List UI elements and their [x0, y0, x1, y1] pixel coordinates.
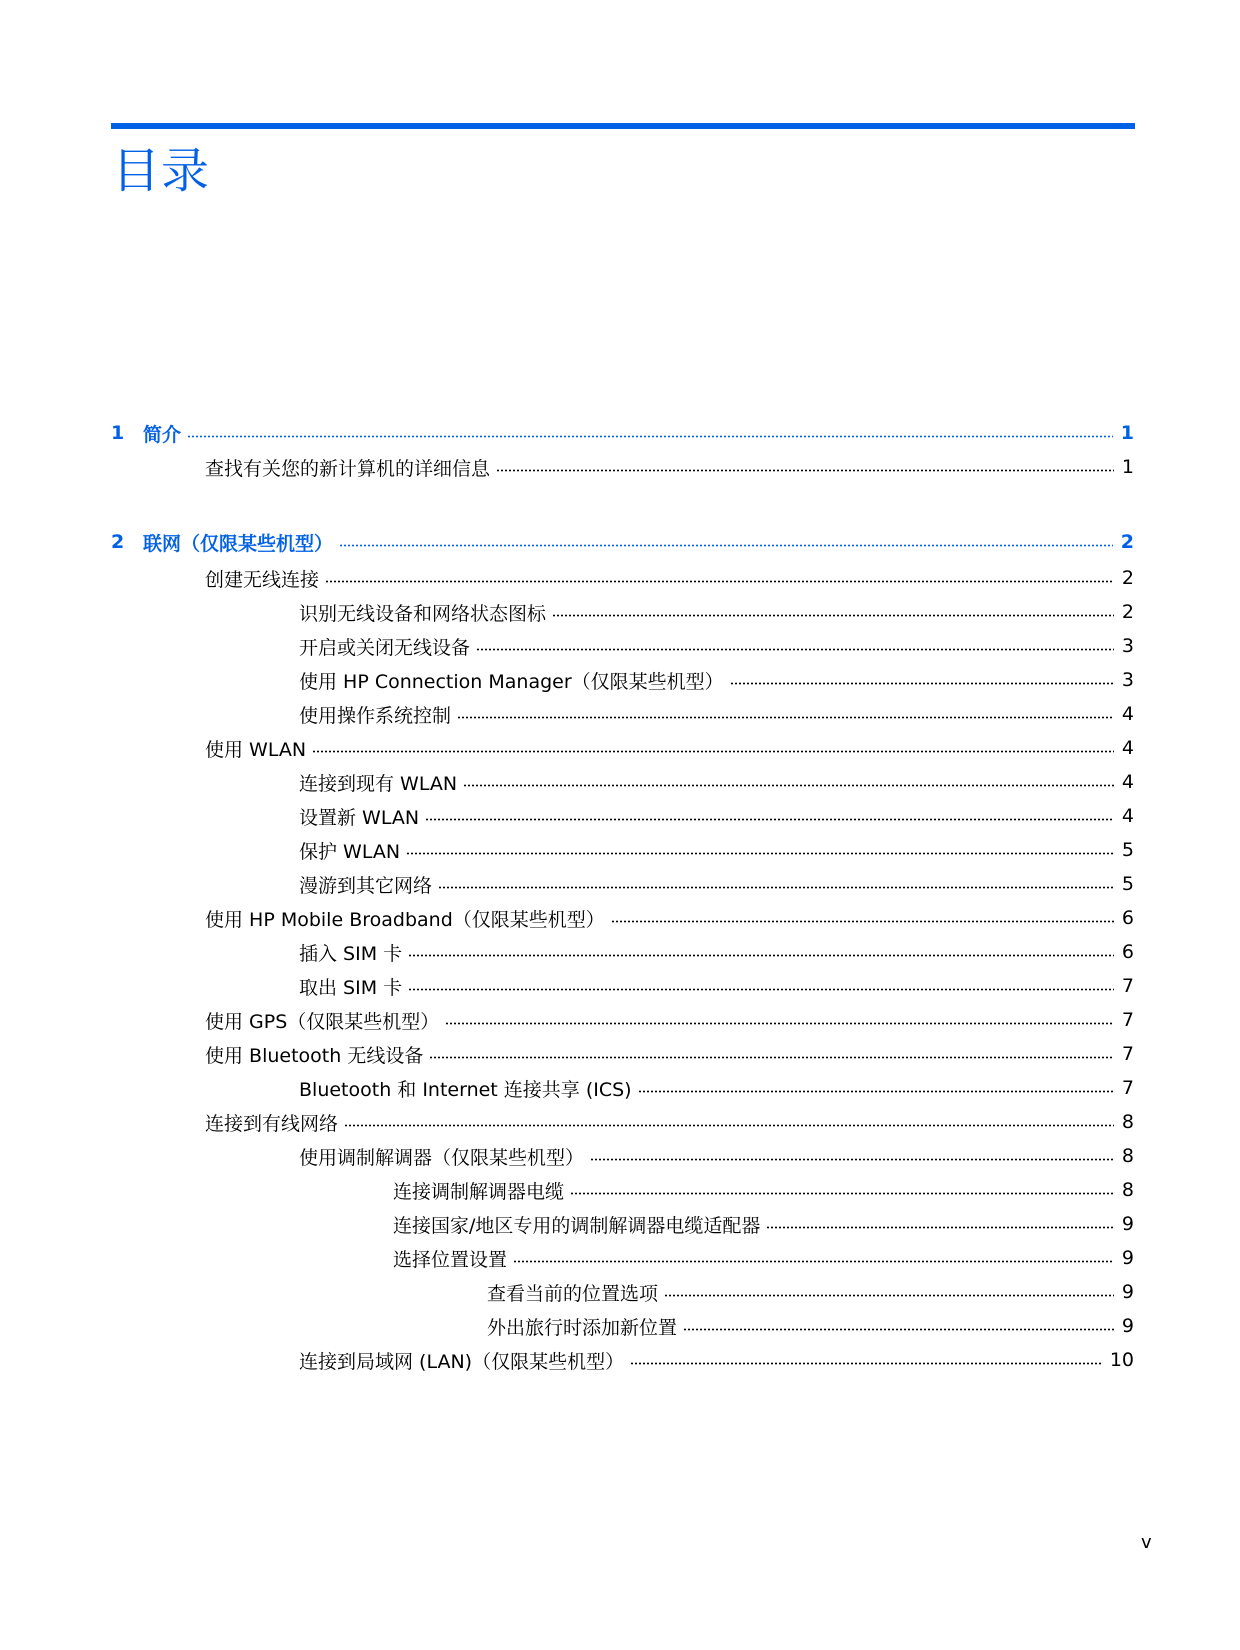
toc-entry-label: 使用 HP Connection Manager（仅限某些机型）	[299, 670, 724, 693]
toc-leader-dots	[445, 1022, 1114, 1025]
toc-leader-dots	[429, 1056, 1114, 1059]
toc-entry-label: 保护 WLAN	[299, 840, 401, 863]
toc-leader-dots	[683, 1328, 1114, 1331]
toc-leader-dots	[457, 716, 1114, 719]
toc-entry[interactable]	[299, 631, 1134, 661]
toc-entry[interactable]	[299, 835, 1134, 865]
toc-page-number: 9	[1121, 1315, 1134, 1337]
toc-entry[interactable]	[299, 699, 1134, 729]
toc-leader-dots	[408, 988, 1114, 991]
toc-entry-label: 连接调制解调器电缆	[393, 1180, 565, 1203]
page-title: 目录	[112, 143, 211, 199]
toc-page-number: 5	[1121, 873, 1134, 895]
toc-entry[interactable]	[299, 767, 1134, 797]
toc-page-number: 5	[1121, 839, 1134, 861]
toc-entry[interactable]	[299, 597, 1134, 627]
toc-entry-label: 使用 Bluetooth 无线设备	[205, 1044, 424, 1067]
toc-leader-dots	[425, 818, 1114, 821]
toc-chapter-number: 2	[111, 531, 125, 553]
toc-entry[interactable]	[205, 733, 1134, 763]
toc-leader-dots	[513, 1260, 1114, 1263]
toc-page-number: 4	[1121, 737, 1134, 759]
toc-entry-label: 外出旅行时添加新位置	[487, 1316, 678, 1339]
toc-leader-dots	[664, 1294, 1114, 1297]
toc-page-number: 8	[1121, 1145, 1134, 1167]
toc-entry-label: 使用操作系统控制	[299, 704, 452, 727]
toc-entry[interactable]	[487, 1277, 1134, 1307]
toc-leader-dots	[638, 1090, 1114, 1093]
toc-entry-label: 联网（仅限某些机型）	[143, 532, 334, 555]
toc-entry-label: 设置新 WLAN	[299, 806, 420, 829]
toc-entry[interactable]	[205, 1039, 1134, 1069]
toc-page-number: 3	[1121, 635, 1134, 657]
toc-entry[interactable]	[299, 869, 1134, 899]
toc-entry-label: 取出 SIM 卡	[299, 976, 403, 999]
toc-entry[interactable]	[205, 903, 1134, 933]
toc-entry-label: 使用调制解调器（仅限某些机型）	[299, 1146, 585, 1169]
toc-chapter-number: 1	[111, 422, 125, 444]
toc-leader-dots	[476, 648, 1114, 651]
toc-leader-dots	[344, 1124, 1114, 1127]
toc-leader-dots	[766, 1226, 1114, 1229]
toc-entry[interactable]	[393, 1243, 1134, 1273]
toc-page-number: 7	[1121, 1077, 1134, 1099]
toc-leader-dots	[312, 750, 1114, 753]
toc-page-number: 1	[1120, 422, 1134, 444]
toc-page-number: 1	[1121, 456, 1134, 478]
toc-entry[interactable]	[299, 937, 1134, 967]
toc-entry[interactable]	[299, 1141, 1134, 1171]
toc-entry-label: 插入 SIM 卡	[299, 942, 403, 965]
toc-page-number: 6	[1121, 941, 1134, 963]
toc-leader-dots	[406, 852, 1114, 855]
toc-leader-dots	[408, 954, 1114, 957]
toc-entry[interactable]	[393, 1175, 1134, 1205]
toc-page-number: 2	[1120, 531, 1134, 553]
toc-leader-dots	[496, 469, 1114, 472]
toc-leader-dots	[630, 1362, 1102, 1365]
toc-leader-dots	[339, 544, 1113, 547]
toc-entry[interactable]	[299, 801, 1134, 831]
toc-entry-label: 查看当前的位置选项	[487, 1282, 659, 1305]
toc-page-number: 8	[1121, 1111, 1134, 1133]
toc-entry-label: 选择位置设置	[393, 1248, 508, 1271]
toc-page-number: 9	[1121, 1247, 1134, 1269]
toc-page-number: 4	[1121, 771, 1134, 793]
toc-page-number: 7	[1121, 1009, 1134, 1031]
toc-entry-label: 使用 WLAN	[205, 738, 307, 761]
toc-chapter[interactable]	[111, 418, 1134, 448]
toc-entry-label: 使用 GPS（仅限某些机型）	[205, 1010, 440, 1033]
toc-page-number: 4	[1121, 805, 1134, 827]
toc-page-number: 3	[1121, 669, 1134, 691]
toc-leader-dots	[570, 1192, 1114, 1195]
toc-entry-label: 连接到局域网 (LAN)（仅限某些机型）	[299, 1350, 625, 1373]
toc-entry[interactable]	[205, 452, 1134, 482]
toc-leader-dots	[438, 886, 1114, 889]
toc-entry-label: 连接到有线网络	[205, 1112, 339, 1135]
toc-entry[interactable]	[299, 1073, 1134, 1103]
toc-page-number: 8	[1121, 1179, 1134, 1201]
toc-leader-dots	[187, 435, 1113, 438]
toc-entry-label: 识别无线设备和网络状态图标	[299, 602, 547, 625]
toc-page-number: 2	[1121, 601, 1134, 623]
toc-entry-label: 漫游到其它网络	[299, 874, 433, 897]
toc-leader-dots	[325, 580, 1114, 583]
toc-entry-label: 查找有关您的新计算机的详细信息	[205, 457, 491, 480]
toc-chapter[interactable]	[111, 527, 1134, 557]
toc-leader-dots	[611, 920, 1114, 923]
toc-entry[interactable]	[299, 971, 1134, 1001]
toc-entry-label: 连接国家/地区专用的调制解调器电缆适配器	[393, 1214, 761, 1237]
toc-entry[interactable]	[205, 1107, 1134, 1137]
toc-entry-label: 创建无线连接	[205, 568, 320, 591]
toc-entry[interactable]	[205, 1005, 1134, 1035]
toc-page-number: 6	[1121, 907, 1134, 929]
toc-leader-dots	[463, 784, 1114, 787]
page-footer-number: v	[1141, 1532, 1152, 1553]
toc-entry[interactable]	[299, 1345, 1134, 1375]
toc-entry[interactable]	[299, 665, 1134, 695]
toc-leader-dots	[552, 614, 1114, 617]
toc-entry[interactable]	[205, 563, 1134, 593]
toc-entry-label: 简介	[143, 423, 182, 446]
toc-page-number: 9	[1121, 1213, 1134, 1235]
toc-leader-dots	[590, 1158, 1114, 1161]
toc-page-number: 7	[1121, 975, 1134, 997]
toc-page-number: 9	[1121, 1281, 1134, 1303]
toc-page-number: 2	[1121, 567, 1134, 589]
toc-page-number: 10	[1109, 1349, 1134, 1371]
toc-entry-label: 开启或关闭无线设备	[299, 636, 471, 659]
toc-entry-label: Bluetooth 和 Internet 连接共享 (ICS)	[299, 1078, 632, 1101]
toc-page-number: 4	[1121, 703, 1134, 725]
toc-entry-label: 连接到现有 WLAN	[299, 772, 458, 795]
toc-entry[interactable]	[393, 1209, 1134, 1239]
toc-entry-label: 使用 HP Mobile Broadband（仅限某些机型）	[205, 908, 605, 931]
toc-page-number: 7	[1121, 1043, 1134, 1065]
toc-entry[interactable]	[487, 1311, 1134, 1341]
toc-leader-dots	[730, 682, 1114, 685]
